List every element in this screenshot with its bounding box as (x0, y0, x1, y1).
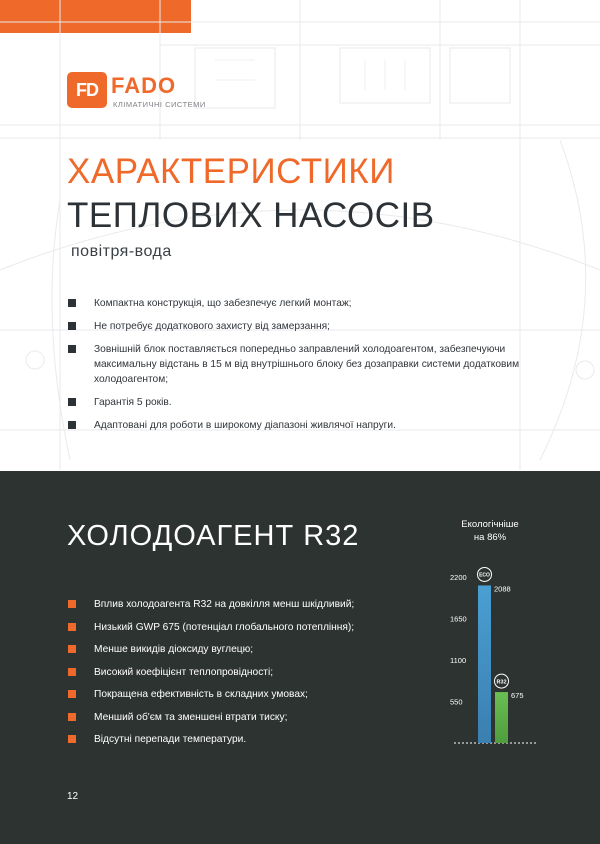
list-item: Вплив холодоагента R32 на довкілля менш шкідливий; (67, 597, 427, 612)
data-label: 2088 (494, 584, 511, 594)
chart-title-line2: на 86% (473, 532, 507, 543)
list-item: Не потребує додаткового захисту від замерзання; (67, 319, 537, 334)
refrigerant-list (67, 597, 427, 755)
category-label: ECO (479, 572, 490, 579)
eco-chart (440, 515, 540, 755)
chart-bar-r32 (495, 692, 508, 743)
list-item: Низький GWP 675 (потенціал глобального потепління); (67, 620, 427, 635)
category-label: R32 (496, 679, 507, 686)
list-item: Відсутні перепади температури. (67, 732, 427, 747)
logo-mark: FD (67, 72, 107, 108)
page-subtitle: повітря-вода (71, 243, 172, 260)
y-tick-label: 1100 (450, 656, 467, 665)
list-item: Адаптовані для роботи в широкому діапазоні живлячої напруги. (67, 418, 537, 433)
page-number: 12 (67, 791, 79, 802)
list-item: Компактна конструкція, що забезпечує легкий монтаж; (67, 296, 537, 311)
list-item: Покращена ефективність в складних умовах; (67, 687, 427, 702)
list-item: Високий коефіцієнт теплопровідності; (67, 665, 427, 680)
chart-title-line1: Екологічніше (461, 519, 519, 530)
page-title-line2: ТЕПЛОВИХ НАСОСІВ (67, 196, 435, 235)
list-item: Зовнішній блок поставляється попередньо заправлений холодоагентом, забезпечуючи максимальну відстань в 15 м від внутрішнього блоку без дозаправки системи додатковим холодоагентом; (67, 342, 537, 387)
logo-tagline: КЛІМАТИЧНІ СИСТЕМИ (113, 100, 206, 109)
list-item: Менший об'єм та зменшені втрати тиску; (67, 710, 427, 725)
chart-bar-eco (478, 585, 491, 743)
data-label: 675 (511, 691, 524, 701)
y-tick-label: 550 (450, 697, 463, 707)
y-tick-label: 2200 (450, 573, 467, 582)
list-item: Гарантія 5 років. (67, 395, 537, 410)
feature-list (67, 296, 537, 441)
refrigerant-title: ХОЛОДОАГЕНТ R32 (67, 520, 360, 552)
page-title-line1: ХАРАКТЕРИСТИКИ (67, 152, 395, 191)
list-item: Менше викидів діоксиду вуглецю; (67, 642, 427, 657)
y-tick-label: 1650 (450, 614, 467, 624)
chart-plot (440, 515, 540, 755)
logo-name: FADO (111, 73, 177, 98)
